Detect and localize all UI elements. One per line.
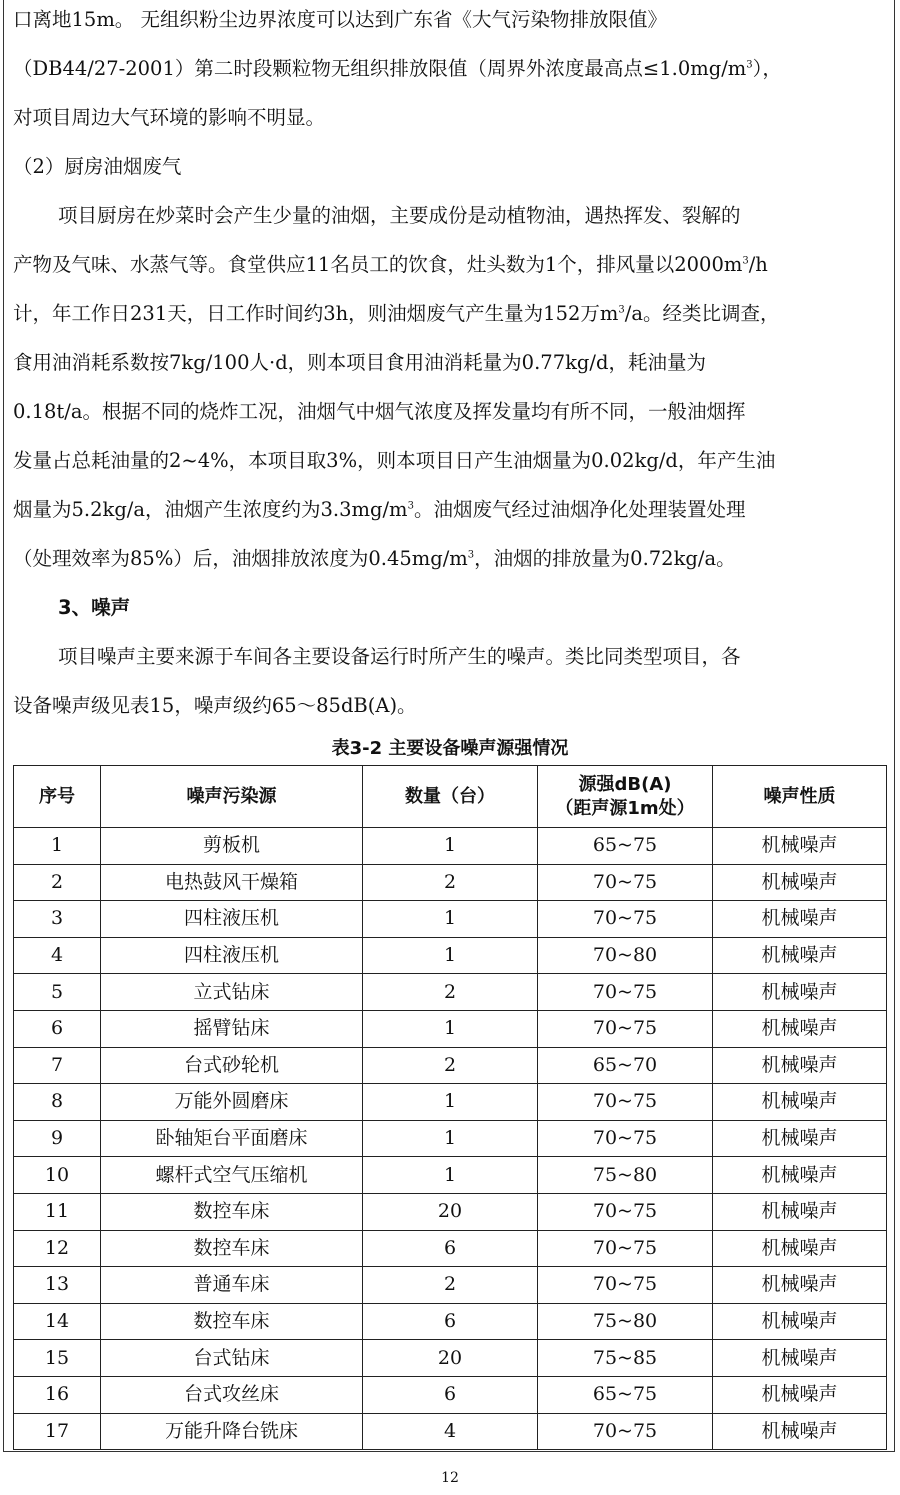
table-row [14,1193,887,1230]
cell-nature: 机械噪声 [713,1303,887,1340]
cell-nature: 机械噪声 [713,937,887,974]
cell-nature: 机械噪声 [713,901,887,938]
cell-no: 17 [14,1413,101,1450]
header-nature: 噪声性质 [713,766,887,828]
cell-quantity: 6 [363,1376,538,1413]
cell-level: 75~85 [538,1340,713,1377]
header-no: 序号 [14,766,101,828]
cell-no: 9 [14,1120,101,1157]
cell-source: 剪板机 [101,828,363,865]
paragraph-line: 口离地15m。 无组织粉尘边界浓度可以达到广东省《大气污染物排放限值》 [13,8,668,31]
cell-nature: 机械噪声 [713,1193,887,1230]
cell-quantity: 6 [363,1230,538,1267]
cell-quantity: 2 [363,974,538,1011]
cell-source: 卧轴矩台平面磨床 [101,1120,363,1157]
cell-source: 普通车床 [101,1267,363,1304]
cell-no: 3 [14,901,101,938]
table-row [14,1267,887,1304]
cell-quantity: 1 [363,1010,538,1047]
body-text [13,0,885,735]
cell-no: 6 [14,1010,101,1047]
paragraph-line: 项目厨房在炒菜时会产生少量的油烟，主要成份是动植物油，遇热挥发、裂解的 [58,204,741,227]
table-row [14,1157,887,1194]
paragraph-line: 设备噪声级见表15，噪声级约65～85dB(A)。 [13,694,417,717]
cell-level: 65~75 [538,828,713,865]
cell-quantity: 20 [363,1340,538,1377]
cell-quantity: 4 [363,1413,538,1450]
cell-level: 65~70 [538,1047,713,1084]
cell-level: 70~75 [538,1084,713,1121]
cell-nature: 机械噪声 [713,828,887,865]
table-row [14,1303,887,1340]
paragraph-line: 0.18t/a。根据不同的烧炸工况，油烟气中烟气浓度及挥发量均有所不同，一般油烟挥 [13,400,746,423]
subsection-heading: （2）厨房油烟废气 [13,155,182,178]
cell-level: 70~75 [538,1120,713,1157]
section-heading: 3、噪声 [58,596,131,619]
cell-quantity: 1 [363,1120,538,1157]
paragraph-line: 项目噪声主要来源于车间各主要设备运行时所产生的噪声。类比同类型项目，各 [58,645,741,668]
cell-nature: 机械噪声 [713,1047,887,1084]
table-row [14,1340,887,1377]
cell-source: 摇臂钻床 [101,1010,363,1047]
cell-source: 台式攻丝床 [101,1376,363,1413]
header-level [538,766,713,828]
cell-no: 15 [14,1340,101,1377]
cell-source: 四柱液压机 [101,901,363,938]
cell-no: 2 [14,864,101,901]
cell-level: 75~80 [538,1157,713,1194]
cell-quantity: 1 [363,828,538,865]
paragraph-line: 计，年工作日231天，日工作时间约3h，则油烟废气产生量为152万$m^3/a$。经类比调查， [13,302,780,325]
cell-nature: 机械噪声 [713,1084,887,1121]
paragraph-line: 烟量为5.2kg/a，油烟产生浓度约为$3.3mg/m^3$。油烟废气经过油烟净化处理装置处理 [13,498,746,521]
cell-source: 台式砂轮机 [101,1047,363,1084]
cell-level: 65~75 [538,1376,713,1413]
table-row [14,1230,887,1267]
header-quantity: 数量（台） [363,766,538,828]
header-level-line2: （距声源1m处） [555,797,695,819]
cell-nature: 机械噪声 [713,1376,887,1413]
cell-nature: 机械噪声 [713,1340,887,1377]
cell-no: 11 [14,1193,101,1230]
table-row [14,1084,887,1121]
cell-source: 电热鼓风干燥箱 [101,864,363,901]
cell-nature: 机械噪声 [713,1267,887,1304]
table-row [14,864,887,901]
header-source: 噪声污染源 [101,766,363,828]
cell-quantity: 1 [363,901,538,938]
cell-no: 4 [14,937,101,974]
cell-quantity: 1 [363,1084,538,1121]
cell-source: 台式钻床 [101,1340,363,1377]
cell-no: 13 [14,1267,101,1304]
cell-quantity: 2 [363,1047,538,1084]
paragraph-line: 产物及气味、水蒸气等。食堂供应11名员工的饮食，灶头数为1个，排风量以$2000m^3/h$ [13,253,768,276]
table-row [14,1010,887,1047]
cell-quantity: 2 [363,1267,538,1304]
paragraph-line: 发量占总耗油量的2~4%，本项目取3%，则本项目日产生油烟量为0.02kg/d，年产生油 [13,449,776,472]
table-row [14,937,887,974]
cell-level: 70~75 [538,974,713,1011]
paragraph-line: （DB44/27-2001）第二时段颗粒物无组织排放限值（周界外浓度最高点$\le 1.0mg/m^3$）， [13,57,782,80]
page-number: 12 [441,1470,459,1486]
paragraph-line: 对项目周边大气环境的影响不明显。 [13,106,326,129]
cell-no: 14 [14,1303,101,1340]
cell-no: 1 [14,828,101,865]
table-row [14,1047,887,1084]
cell-source: 立式钻床 [101,974,363,1011]
table-row [14,901,887,938]
cell-no: 12 [14,1230,101,1267]
cell-source: 螺杆式空气压缩机 [101,1157,363,1194]
cell-source: 四柱液压机 [101,937,363,974]
cell-source: 数控车床 [101,1230,363,1267]
table-row [14,1413,887,1450]
cell-quantity: 2 [363,864,538,901]
cell-nature: 机械噪声 [713,1157,887,1194]
cell-level: 70~75 [538,901,713,938]
cell-nature: 机械噪声 [713,1413,887,1450]
cell-source: 数控车床 [101,1303,363,1340]
cell-nature: 机械噪声 [713,864,887,901]
cell-level: 70~75 [538,1230,713,1267]
cell-no: 7 [14,1047,101,1084]
cell-level: 70~75 [538,1267,713,1304]
cell-no: 5 [14,974,101,1011]
cell-level: 70~75 [538,864,713,901]
cell-quantity: 6 [363,1303,538,1340]
cell-level: 70~75 [538,1193,713,1230]
table-row [14,1376,887,1413]
cell-quantity: 20 [363,1193,538,1230]
cell-no: 16 [14,1376,101,1413]
cell-nature: 机械噪声 [713,1120,887,1157]
cell-source: 数控车床 [101,1193,363,1230]
header-level-line1: 源强dB(A) [578,773,672,795]
cell-nature: 机械噪声 [713,1230,887,1267]
paragraph-line: （处理效率为85%）后，油烟排放浓度为$0.45mg/m^3$，油烟的排放量为0.72kg/a。 [13,547,736,570]
table-header-row [14,766,887,828]
table-row [14,974,887,1011]
cell-level: 70~75 [538,1413,713,1450]
cell-nature: 机械噪声 [713,1010,887,1047]
cell-level: 70~75 [538,1010,713,1047]
paragraph-line: 食用油消耗系数按7kg/100人·d，则本项目食用油消耗量为0.77kg/d，耗油量为 [13,351,706,374]
cell-no: 8 [14,1084,101,1121]
cell-quantity: 1 [363,1157,538,1194]
cell-level: 75~80 [538,1303,713,1340]
cell-source: 万能升降台铣床 [101,1413,363,1450]
cell-no: 10 [14,1157,101,1194]
cell-source: 万能外圆磨床 [101,1084,363,1121]
cell-level: 70~80 [538,937,713,974]
table-row [14,828,887,865]
table-row [14,1120,887,1157]
table-title: 表3-2 主要设备噪声源强情况 [331,738,569,759]
cell-quantity: 1 [363,937,538,974]
cell-nature: 机械噪声 [713,974,887,1011]
noise-source-table [13,765,887,1450]
